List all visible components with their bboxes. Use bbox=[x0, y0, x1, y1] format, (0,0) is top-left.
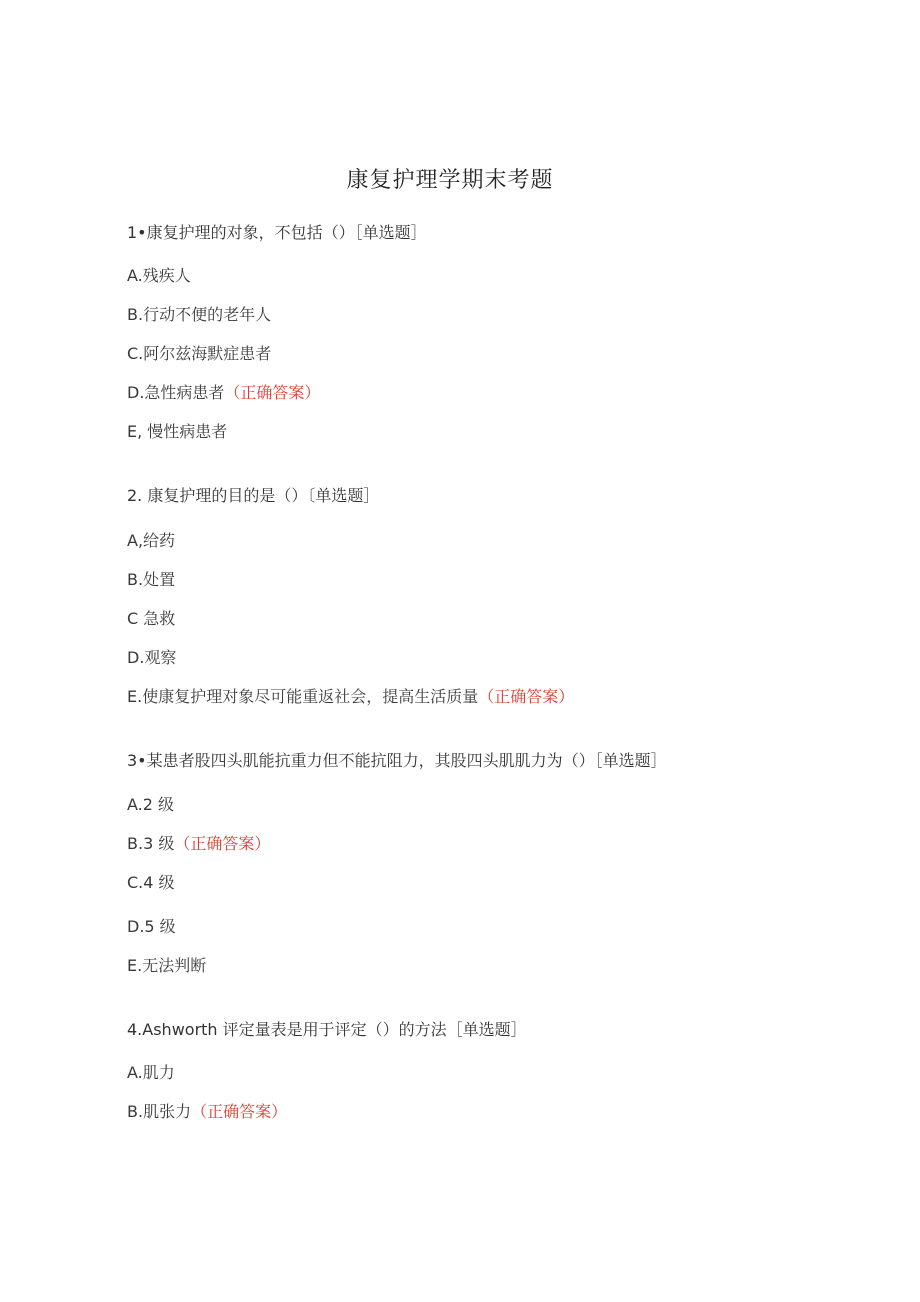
question-1: 1•康复护理的对象，不包括（）［单选题］ bbox=[127, 223, 427, 242]
q3-option-b bbox=[127, 833, 270, 855]
q3-option-b-text: B.3 级 bbox=[127, 834, 175, 853]
q2-option-b: B.处置 bbox=[127, 570, 176, 589]
question-3: 3•某患者股四头肌能抗重力但不能抗阻力，其股四头肌肌力为（）［单选题］ bbox=[127, 751, 667, 770]
q2-option-c: C 急救 bbox=[127, 609, 176, 628]
q2-option-d: D.观察 bbox=[127, 648, 177, 667]
q3-option-a: A.2 级 bbox=[127, 795, 175, 814]
q3-option-c: C.4 级 bbox=[127, 873, 175, 892]
q1-option-b: B.行动不便的老年人 bbox=[127, 305, 272, 324]
correct-answer-tag: （正确答案） bbox=[191, 1102, 288, 1121]
q2-option-a: A,给药 bbox=[127, 531, 176, 550]
q3-option-e: E.无法判断 bbox=[127, 956, 207, 975]
q3-option-d: D.5 级 bbox=[127, 917, 176, 936]
q2-option-e bbox=[127, 686, 574, 708]
q1-option-d bbox=[127, 382, 320, 404]
correct-answer-tag: （正确答案） bbox=[224, 383, 321, 402]
q1-option-c: C.阿尔兹海默症患者 bbox=[127, 344, 272, 363]
q2-option-e-text: E.使康复护理对象尽可能重返社会，提高生活质量 bbox=[127, 687, 479, 706]
q1-option-d-text: D.急性病患者 bbox=[127, 383, 225, 402]
q1-option-a: A.残疾人 bbox=[127, 266, 191, 285]
q4-option-a: A.肌力 bbox=[127, 1063, 175, 1082]
question-4: 4.Ashworth 评定量表是用于评定（）的方法［单选题］ bbox=[127, 1020, 527, 1039]
q1-option-e: E, 慢性病患者 bbox=[127, 422, 228, 441]
correct-answer-tag: （正确答案） bbox=[174, 834, 271, 853]
q4-option-b-text: B.肌张力 bbox=[127, 1102, 192, 1121]
page-title: 康复护理学期末考题 bbox=[346, 168, 554, 193]
question-2: 2. 康复护理的目的是（）〔单选题］ bbox=[127, 486, 380, 505]
q4-option-b bbox=[127, 1101, 287, 1123]
correct-answer-tag: （正确答案） bbox=[478, 687, 575, 706]
